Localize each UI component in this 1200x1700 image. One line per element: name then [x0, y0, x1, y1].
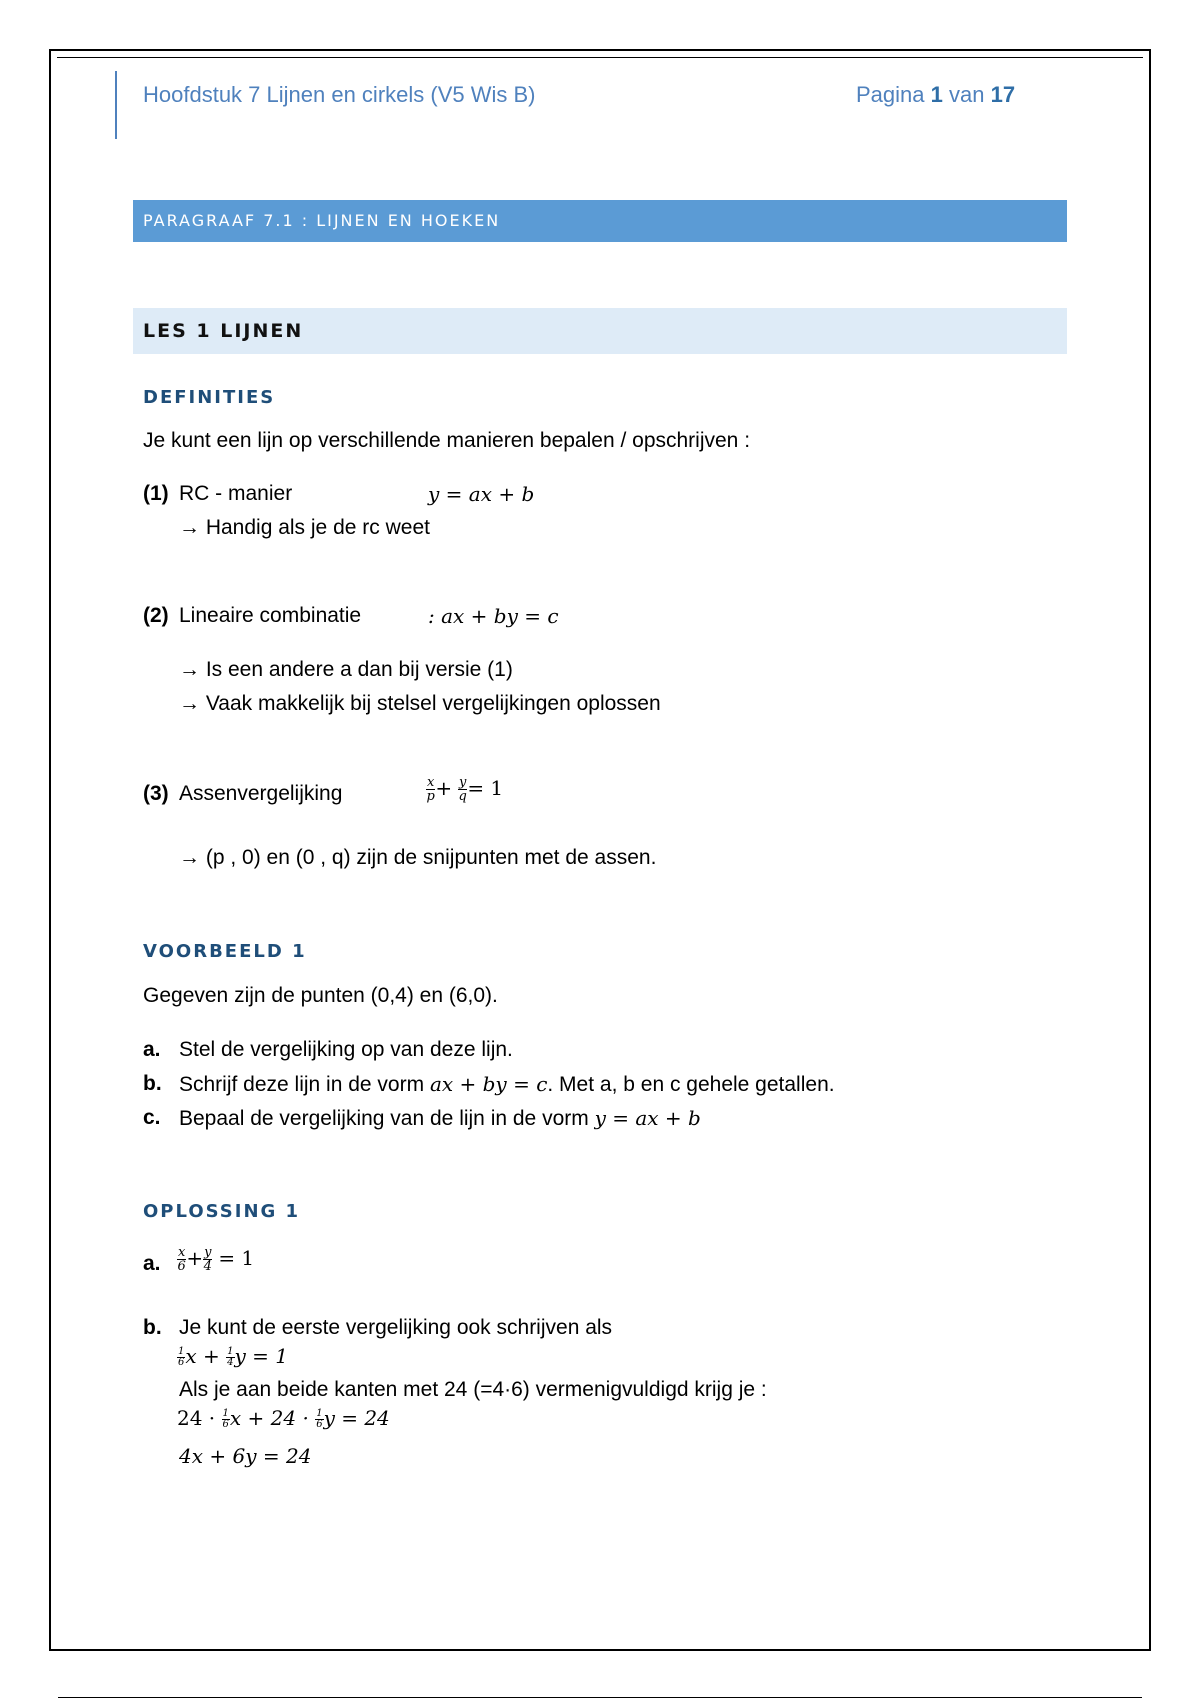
formula-part: y = 1 [234, 1344, 289, 1368]
text-part: . Met a, b en c gehele getallen. [547, 1073, 835, 1096]
def-3-number: (3) [143, 782, 169, 805]
frac-num: x [178, 1245, 186, 1260]
formula-part: y = 24 [323, 1406, 390, 1430]
def-2-number: (2) [143, 604, 169, 627]
text-part: Schrijf deze lijn in de vorm [179, 1073, 430, 1096]
frac-num: 1 [178, 1345, 185, 1357]
def-2-note-1: → Is een andere a dan bij versie (1) [179, 658, 513, 681]
voorbeeld-heading: VOORBEELD 1 [143, 941, 307, 962]
def-3-label: Assenvergelijking [179, 782, 343, 805]
voorbeeld-b-text [179, 1072, 835, 1097]
def-1-number: (1) [143, 482, 169, 505]
lesson-title: LES 1 LIJNEN [133, 308, 1067, 354]
bottom-rule [58, 1697, 1142, 1698]
page-of-word: van [949, 82, 985, 107]
formula-rhs: = 1 [218, 1246, 255, 1271]
def-2-formula: : ax + by = c [428, 604, 559, 628]
frac-den: 6 [177, 1259, 186, 1274]
page-total: 17 [990, 82, 1016, 107]
inline-formula: ax + by = c [429, 1072, 548, 1096]
voorbeeld-a-text: Stel de vergelijking op van deze lijn. [179, 1038, 513, 1061]
header-accent-bar [115, 71, 117, 139]
paragraph-title: PARAGRAAF 7.1 : LIJNEN EN HOEKEN [133, 200, 1067, 242]
oplossing-heading: OPLOSSING 1 [143, 1201, 301, 1222]
definities-intro: Je kunt een lijn op verschillende manieren bepalen / opschrijven : [143, 429, 751, 452]
page-current: 1 [930, 82, 943, 107]
voorbeeld-c-letter: c. [143, 1106, 161, 1129]
oplossing-b-line2 [177, 1344, 288, 1369]
def-3-note: → (p , 0) en (0 , q) zijn de snijpunten met de assen. [179, 846, 657, 869]
frame-top-rule [57, 57, 1143, 58]
definities-heading: DEFINITIES [143, 387, 276, 408]
chapter-title: Hoofdstuk 7 Lijnen en cirkels (V5 Wis B) [143, 82, 536, 107]
frac-num: 1 [222, 1407, 229, 1419]
frac-den: p [426, 789, 435, 804]
inline-formula: y = ax + b [594, 1106, 701, 1130]
page-word: Pagina [856, 82, 925, 107]
formula-part: x + [185, 1344, 227, 1368]
oplossing-b-letter: b. [143, 1316, 162, 1339]
voorbeeld-intro: Gegeven zijn de punten (0,4) en (6,0). [143, 984, 498, 1007]
frac-den: q [458, 789, 467, 804]
plus-sign: + [435, 776, 453, 801]
oplossing-b-line3: Als je aan beide kanten met 24 (=4·6) vermenigvuldigd krijg je : [179, 1378, 767, 1401]
frac-num: y [204, 1245, 212, 1260]
formula-rhs: = 1 [467, 776, 504, 801]
frac-num: x [427, 775, 435, 790]
frac-den: 6 [222, 1418, 229, 1430]
oplossing-b-line5: 4x + 6y = 24 [179, 1444, 312, 1468]
frac-den: 4 [203, 1259, 212, 1274]
voorbeeld-b-letter: b. [143, 1072, 162, 1095]
voorbeeld-c-text [179, 1106, 701, 1131]
frac-den: 6 [178, 1356, 185, 1368]
text-part: Bepaal de vergelijking van de lijn in de vorm [179, 1107, 595, 1130]
formula-part: 24 · [177, 1406, 222, 1430]
plus-sign: + [186, 1246, 204, 1271]
formula-part: x + 24 · [229, 1406, 316, 1430]
frac-num: 1 [227, 1345, 234, 1357]
def-1-formula: y = ax + b [428, 482, 535, 506]
def-2-note-2: → Vaak makkelijk bij stelsel vergelijkingen oplossen [179, 692, 661, 715]
def-1-note: → Handig als je de rc weet [179, 516, 430, 539]
frac-den: 4 [227, 1356, 234, 1368]
frac-num: 1 [316, 1407, 323, 1419]
def-3-formula [426, 776, 503, 803]
oplossing-b-line4 [177, 1406, 390, 1431]
def-2-label: Lineaire combinatie [179, 604, 362, 627]
oplossing-a-formula [177, 1246, 254, 1273]
oplossing-a-letter: a. [143, 1252, 161, 1275]
voorbeeld-a-letter: a. [143, 1038, 161, 1061]
frac-den: 6 [316, 1418, 323, 1430]
oplossing-b-line1: Je kunt de eerste vergelijking ook schrijven als [179, 1316, 613, 1339]
def-1-label: RC - manier [179, 482, 293, 505]
frac-num: y [458, 775, 467, 790]
page-indicator [856, 82, 1015, 108]
